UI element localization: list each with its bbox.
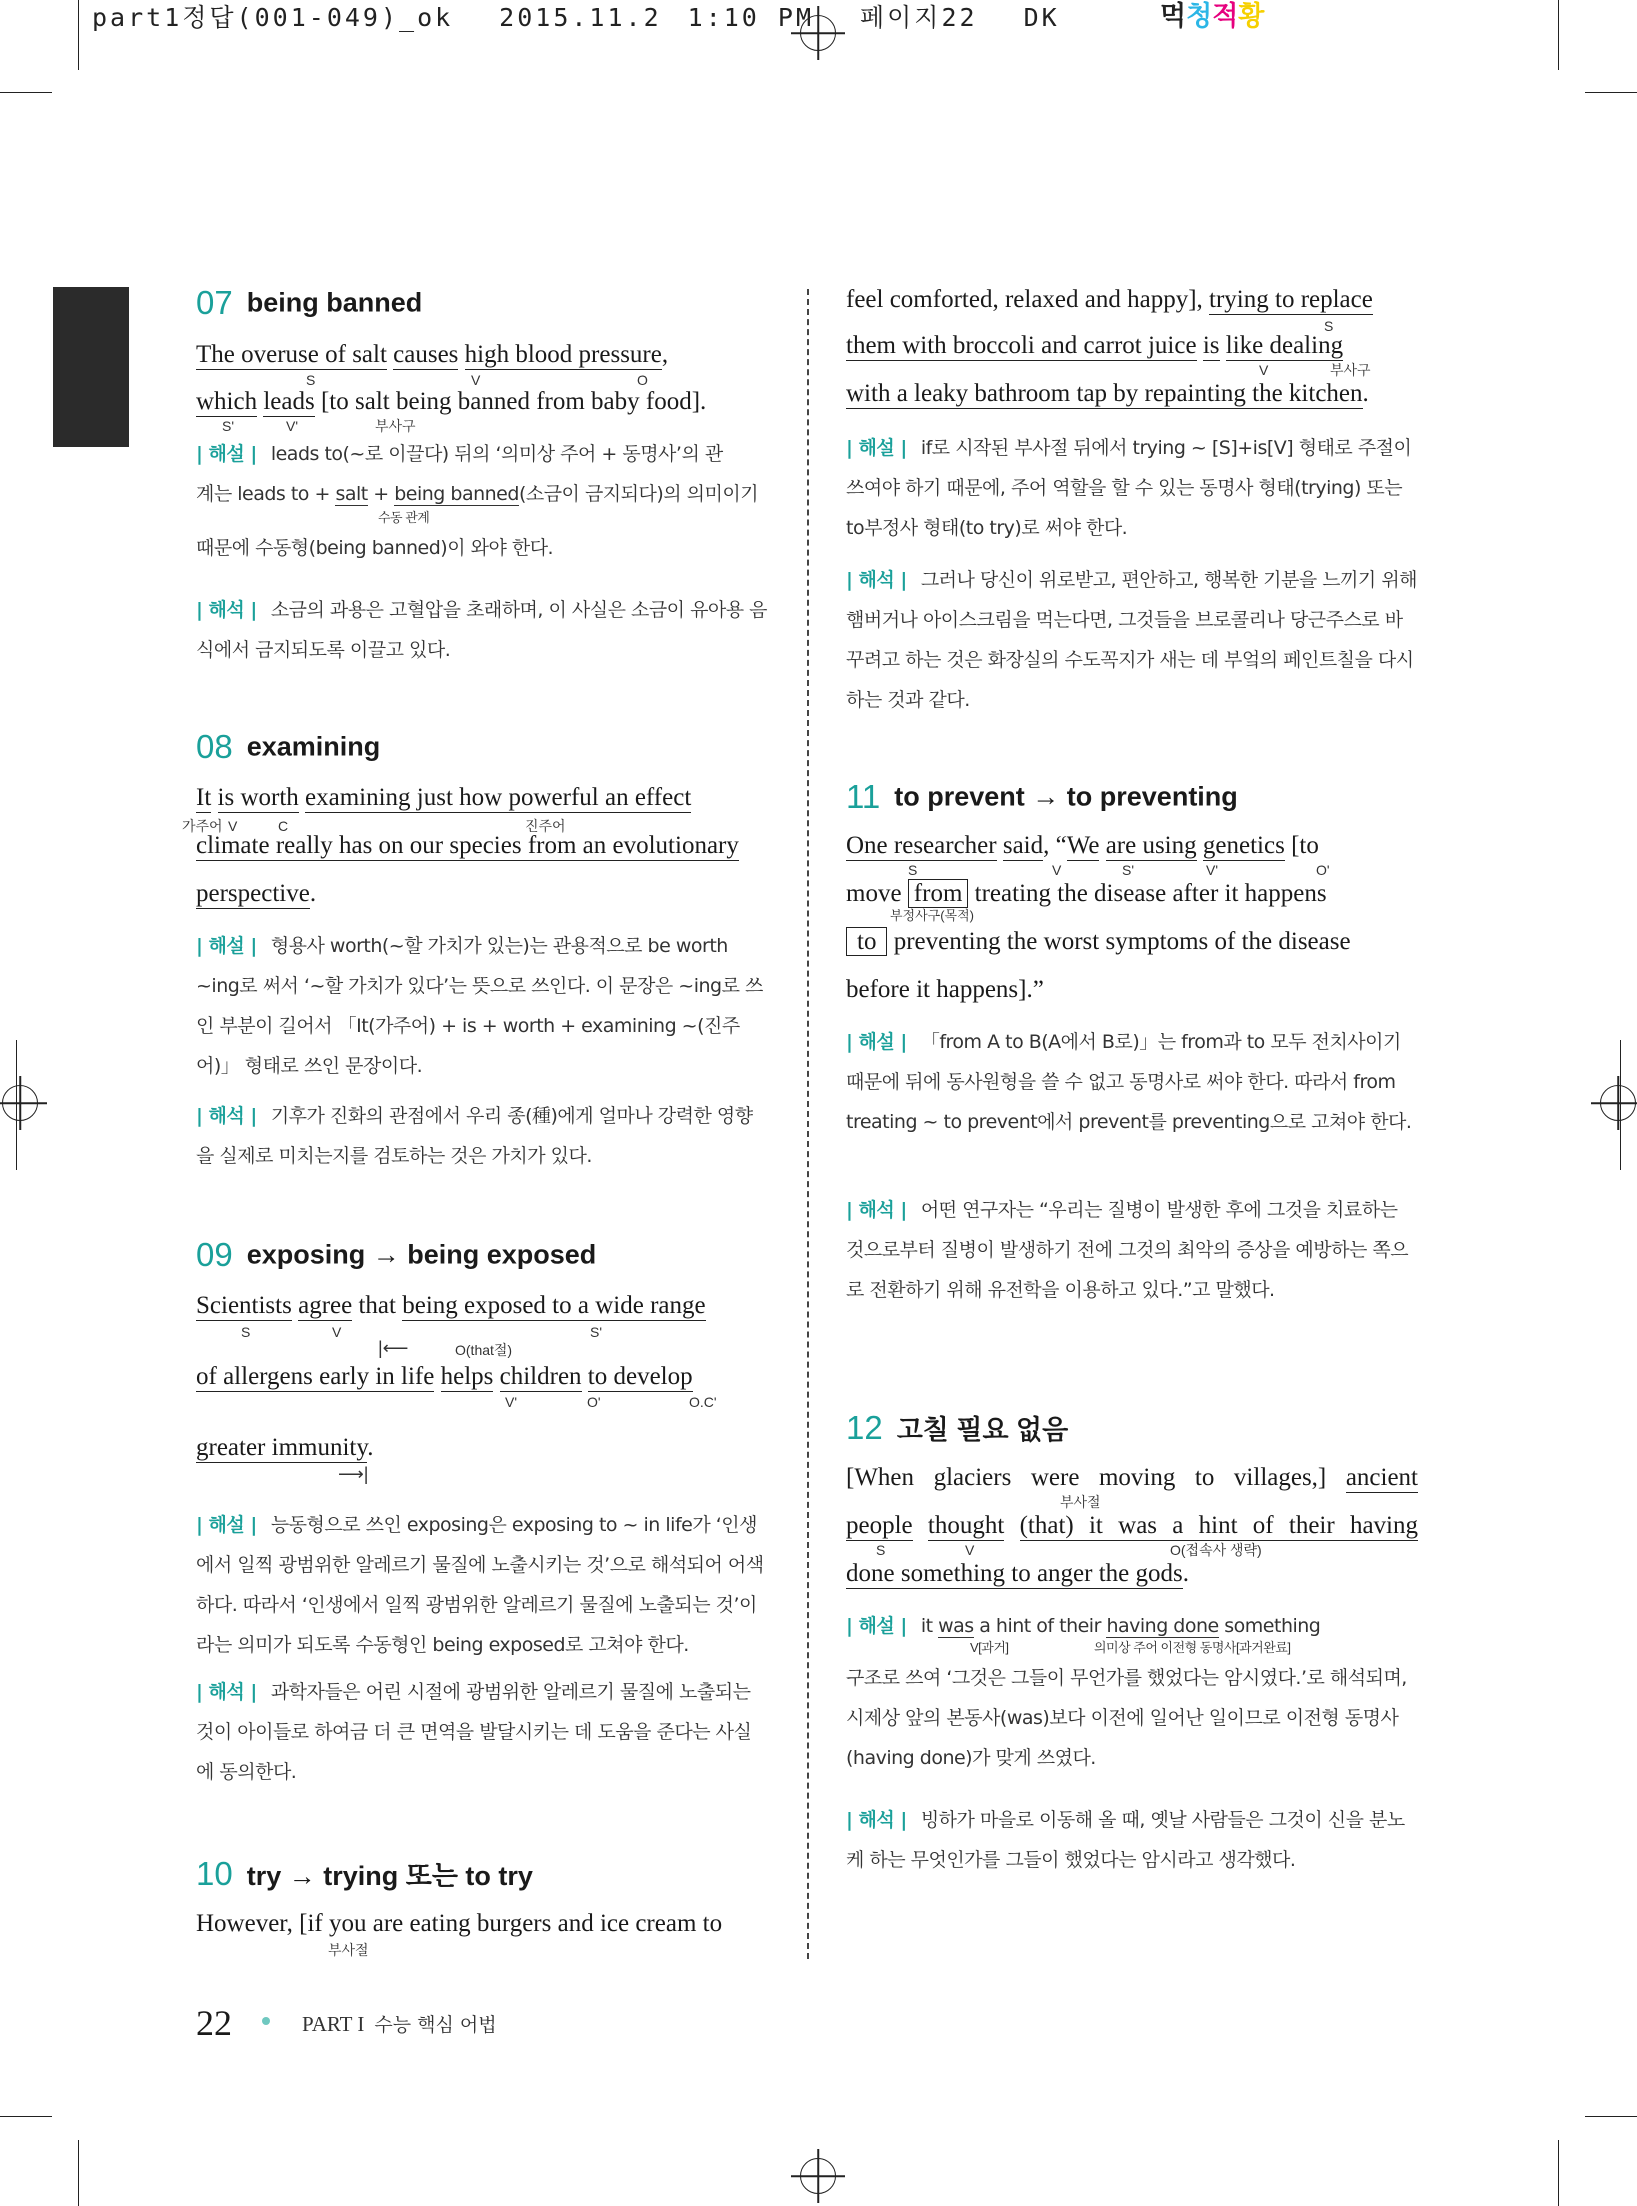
item-11-sentence-line2: move from treating the disease after it happens <box>846 880 1327 907</box>
chapter-side-tab <box>53 287 129 447</box>
item-11-heading <box>846 778 1238 816</box>
explanation-label: | 해설 | <box>196 443 257 465</box>
item-09-sentence-line2: of allergens early in life helps children to develop <box>196 1363 693 1390</box>
item-answer: exposing → being exposed <box>246 1239 597 1270</box>
item-12-heading <box>846 1408 1068 1447</box>
print-time: 1:10 PM <box>687 3 814 32</box>
translation-label: | 해석 | <box>846 1199 907 1221</box>
grammar-label: S <box>908 862 918 878</box>
item-07-heading <box>196 284 422 322</box>
grammar-label: S' <box>590 1324 603 1340</box>
grammar-label: S <box>241 1324 251 1340</box>
crop-mark <box>0 2116 52 2117</box>
item-09-sentence-line3: greater immunity. <box>196 1434 374 1461</box>
column-divider <box>807 289 809 1959</box>
translation-label: | 해석 | <box>846 569 907 591</box>
grammar-label: V <box>332 1324 342 1340</box>
explanation-label: | 해설 | <box>846 1615 907 1637</box>
item-10-sentence-line4: with a leaky bathroom tap by repainting the kitchen. <box>846 380 1369 407</box>
registration-mark-icon <box>800 15 836 51</box>
item-answer: being banned <box>246 287 423 318</box>
item-07-explanation: | 해설 | leads to(~로 이끌다) 뒤의 ‘의미상 주어 + 동명사’의 관 계는 leads to + salt + being banned(소금이 금지되다)의 의미이기 수동 관계 때문에 수동형(being banned)이 와야 한다. <box>196 443 759 559</box>
registration-mark-icon <box>800 2158 836 2194</box>
grammar-label: O <box>637 372 648 388</box>
item-11-sentence-line4: before it happens].” <box>846 976 1044 1003</box>
explanation-label: | 해설 | <box>196 1514 257 1536</box>
crop-mark <box>1558 2140 1559 2206</box>
highlighted-word: from <box>908 879 969 908</box>
item-08-sentence-line2: climate really has on our species from an evolutionary <box>196 832 739 859</box>
item-08-sentence-line1: It is worth examining just how powerful an effect <box>196 784 692 811</box>
cmyk-black: 먹 <box>1160 1 1187 32</box>
item-09-sentence-line1: Scientists agree that being exposed to a wide range <box>196 1292 706 1319</box>
item-10-heading <box>196 1854 533 1893</box>
grammar-label: V' <box>1206 862 1219 878</box>
explanation-label: | 해설 | <box>846 437 907 459</box>
crop-mark <box>78 2140 79 2206</box>
grammar-label: S <box>306 372 316 388</box>
item-07-sentence-line1: The overuse of salt causes high blood pressure, <box>196 341 669 368</box>
footer-dot-icon <box>262 2017 270 2025</box>
item-answer: 고칠 필요 없음 <box>896 1415 1069 1445</box>
print-date: 2015.11.2 <box>499 3 662 32</box>
grammar-label: V <box>1052 862 1062 878</box>
translation-label: | 해석 | <box>196 599 257 621</box>
grammar-label: S' <box>222 418 235 434</box>
cmyk-magenta: 적 <box>1212 1 1239 32</box>
grammar-label: V' <box>505 1394 518 1410</box>
item-10-explanation: | 해설 | if로 시작된 부사절 뒤에서 trying ~ [S]+is[V] 형태로 주절이 쓰여야 하기 때문에, 주어 역할을 할 수 있는 동명사 형태(trying) 또는 to부정사 형태(to try)로 써야 한다. <box>846 437 1412 539</box>
grammar-label: S' <box>1122 862 1135 878</box>
grammar-label: V <box>965 1542 975 1558</box>
grammar-label: 의미상 주어 이전형 동명사[과거완료] <box>1094 1640 1291 1655</box>
item-number: 08 <box>196 728 233 765</box>
crop-mark <box>1585 92 1637 93</box>
crop-mark <box>0 92 52 93</box>
relation-note: 수동 관계 <box>378 510 430 525</box>
item-11-translation: | 해석 | 어떤 연구자는 “우리는 질병이 발생한 후에 그것을 치료하는 것으로부터 질병이 발생하기 전에 그것의 최악의 증상을 예방하는 쪽으로 전환하기 위해 유전학을 이용하고 있다.”고 말했다. <box>846 1199 1409 1301</box>
grammar-label: V <box>1259 362 1269 378</box>
grammar-label: 부사구 <box>375 418 416 434</box>
item-09-translation: | 해석 | 과학자들은 어린 시절에 광범위한 알레르기 물질에 노출되는 것이 아이들로 하여금 더 큰 면역을 발달시키는 데 도움을 준다는 사실에 동의한다. <box>196 1681 752 1783</box>
item-12-explanation: | 해설 | it was a hint of their having done something V[과거] 의미상 주어 이전형 동명사[과거완료] 구조로 쓰여 ‘그것은 그들이 무언가를 했었다는 암시였다.’로 해석되며, 시제상 앞의 본동사(was)보다 이전에 일어난 일이므로 이전형 동명사(having done)가 맞게 쓰였다. <box>846 1615 1407 1769</box>
grammar-label: C <box>278 818 289 834</box>
grammar-label: V <box>471 372 481 388</box>
item-08-sentence-line3: perspective. <box>196 880 317 907</box>
registration-mark-icon <box>2 1085 38 1121</box>
highlighted-word: to <box>846 927 887 956</box>
item-number: 09 <box>196 1236 233 1273</box>
crop-mark <box>78 0 79 70</box>
print-header <box>92 0 1106 36</box>
item-number: 10 <box>196 1854 233 1892</box>
item-07-translation: | 해석 | 소금의 과용은 고혈압을 초래하며, 이 사실은 소금이 유아용 음식에서 금지되도록 이끌고 있다. <box>196 599 768 661</box>
item-answer: to prevent → to preventing <box>894 781 1238 812</box>
item-11-sentence-line1: One researcher said, “We are using genetics [to <box>846 832 1319 859</box>
grammar-label: 부사절 <box>328 1942 369 1958</box>
grammar-label: 부사절 <box>1060 1494 1101 1510</box>
item-number: 12 <box>846 1408 883 1446</box>
grammar-label: O.C' <box>689 1394 717 1410</box>
cmyk-cyan: 청 <box>1186 1 1213 32</box>
item-12-sentence-line2: people thought (that) it was a hint of their having <box>846 1512 1419 1539</box>
item-number: 07 <box>196 284 233 321</box>
grammar-label: S <box>876 1542 886 1558</box>
item-11-sentence-line3: to preventing the worst symptoms of the disease <box>846 918 1351 966</box>
print-dk: DK <box>1023 3 1060 32</box>
item-08-explanation: | 해설 | 형용사 worth(~할 가치가 있는)는 관용적으로 be worth ~ing로 써서 ‘~할 가치가 있다’는 뜻으로 쓰인다. 이 문장은 ~ing로 쓰인 부분이 길어서 「It(가주어) + is + worth + examining ~(진주어)」 형태로 쓰인 문장이다. <box>196 935 763 1077</box>
crop-mark <box>1585 2116 1637 2117</box>
item-08-translation: | 해석 | 기후가 진화의 관점에서 우리 종(種)에게 얼마나 강력한 영향을 실제로 미치는지를 검토하는 것은 가치가 있다. <box>196 1105 753 1167</box>
grammar-label: 부정사구(목적) <box>890 908 975 923</box>
registration-mark-icon <box>1600 1085 1636 1121</box>
explanation-label: | 해설 | <box>196 935 257 957</box>
print-page-label: 페이지22 <box>860 3 978 32</box>
print-file-name: part1정답(001-049)_ok <box>92 3 454 32</box>
grammar-label: V[과거] <box>970 1640 1009 1655</box>
grammar-label: V' <box>286 418 299 434</box>
item-09-heading <box>196 1236 596 1274</box>
item-09-explanation: | 해설 | 능동형으로 쓰인 exposing은 exposing to ~ in life가 ‘인생에서 일찍 광범위한 알레르기 물질에 노출시키는 것’으로 해석되어 어색하다. 따라서 ‘인생에서 일찍 광범위한 알레르기 물질에 노출되는 것’이라는 의미가 되도록 수동형인 being exposed로 고쳐야 한다. <box>196 1514 764 1656</box>
item-12-translation: | 해석 | 빙하가 마을로 이동해 올 때, 옛날 사람들은 그것이 신을 분노케 하는 무엇인가를 그들이 했었다는 암시라고 생각했다. <box>846 1809 1405 1871</box>
crop-mark <box>1558 0 1559 70</box>
translation-label: | 해석 | <box>196 1105 257 1127</box>
item-answer: try → trying 또는 to try <box>246 1861 533 1891</box>
item-07-sentence-line2: which leads [to salt being banned from baby food]. <box>196 388 707 415</box>
grammar-label: O' <box>1316 862 1330 878</box>
translation-label: | 해석 | <box>846 1809 907 1831</box>
footer-part-title: PART I 수능 핵심 어법 <box>302 2011 497 2036</box>
item-10-sentence-line3: them with broccoli and carrot juice is like dealing <box>846 332 1344 359</box>
item-12-sentence-line1: [When glaciers were moving to villages,] ancient <box>846 1464 1418 1491</box>
explanation-label: | 해설 | <box>846 1031 907 1053</box>
grammar-label: V <box>228 818 238 834</box>
cmyk-color-marks <box>1160 0 1264 34</box>
grammar-label: 가주어 <box>182 818 223 834</box>
arrow-left-icon: |⟵ <box>378 1338 409 1358</box>
item-10-sentence-line2: feel comforted, relaxed and happy], trying to replace <box>846 286 1373 313</box>
grammar-label: 진주어 <box>525 818 566 834</box>
arrow-right-icon: ⟶| <box>338 1464 369 1484</box>
item-answer: examining <box>246 731 381 762</box>
item-12-sentence-line3: done something to anger the gods. <box>846 1560 1189 1587</box>
grammar-label: O' <box>587 1394 601 1410</box>
grammar-label: O(that절) <box>455 1342 513 1358</box>
grammar-label: O(접속사 생략) <box>1170 1542 1262 1558</box>
page-number: 22 <box>196 2003 232 2043</box>
cmyk-yellow: 황 <box>1238 1 1265 32</box>
grammar-label: S <box>1324 318 1334 334</box>
item-number: 11 <box>846 778 881 815</box>
item-10-sentence-line1: However, [if you are eating burgers and ice cream to <box>196 1910 723 1937</box>
page-footer <box>196 2002 497 2044</box>
item-11-explanation: | 해설 | 「from A to B(A에서 B로)」는 from과 to 모두 전치사이기 때문에 뒤에 동사원형을 쓸 수 없고 동명사로 써야 한다. 따라서 from treating ~ to prevent에서 prevent를 preventing으로 고쳐야 한다. <box>846 1031 1412 1133</box>
translation-label: | 해석 | <box>196 1681 257 1703</box>
grammar-label: 부사구 <box>1330 362 1371 378</box>
item-08-heading <box>196 728 380 766</box>
item-10-translation: | 해석 | 그러나 당신이 위로받고, 편안하고, 행복한 기분을 느끼기 위해 햄버거나 아이스크림을 먹는다면, 그것들을 브로콜리나 당근주스로 바꾸려고 하는 것은 화장실의 수도꼭지가 새는 데 부엌의 페인트칠을 다시 하는 것과 같다. <box>846 569 1418 711</box>
